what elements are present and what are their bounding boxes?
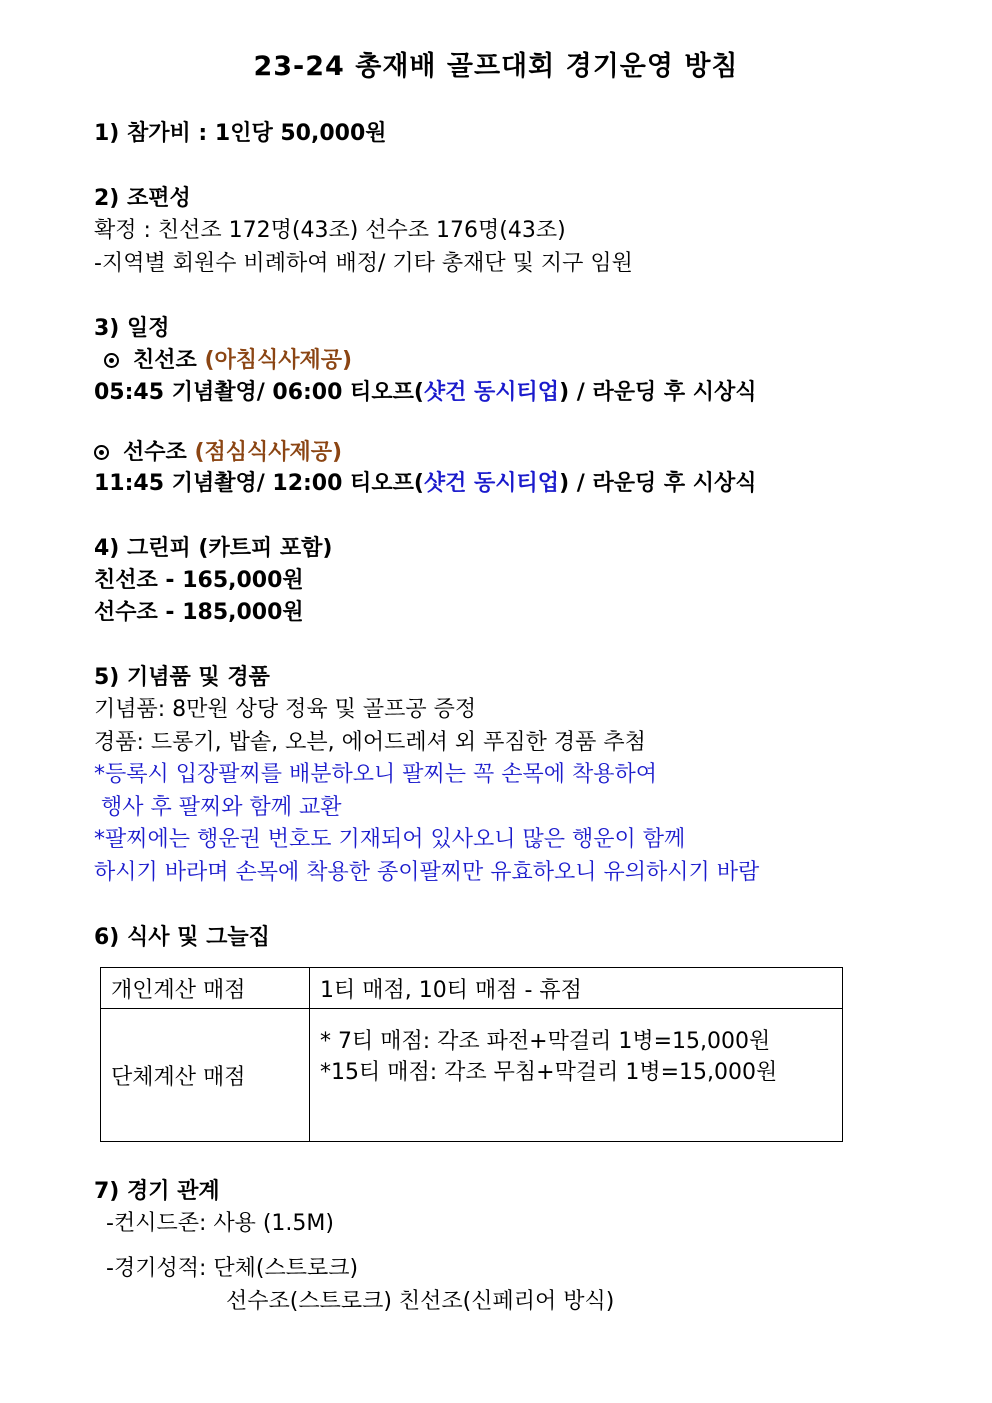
grouping-line-1: 확정 : 친선조 172명(43조) 선수조 176명(43조) — [94, 218, 566, 243]
grouping-heading: 2) 조편성 — [94, 186, 191, 211]
schedule-text: ) / 라운딩 후 시상식 — [559, 380, 757, 405]
green-fee-line-1: 친선조 - 165,000원 — [94, 568, 304, 593]
prizes-note-1a: *등록시 입장팔찌를 배분하오니 팔찌는 꼭 손목에 착용하여 — [94, 762, 658, 787]
table-cell-key: 개인계산 매점 — [101, 968, 310, 1009]
shotgun-text: 샷건 동시티업 — [423, 380, 560, 405]
table-item: * 7티 매점: 각조 파전+막걸리 1병=15,000원 — [320, 1029, 771, 1054]
game-rules-line-1: -컨시드존: 사용 (1.5M) — [106, 1211, 334, 1236]
game-rules-line-3: 선수조(스트로크) 친선조(신페리어 방식) — [226, 1289, 615, 1314]
game-rules-heading: 7) 경기 관계 — [94, 1179, 220, 1204]
entry-fee-heading: 1) 참가비 : 1인당 50,000원 — [94, 121, 387, 146]
table-cell-key: 단체계산 매점 — [101, 1009, 310, 1142]
radio-bullet-icon — [104, 353, 119, 368]
schedule-group-2-detail — [94, 468, 757, 500]
schedule-group-1-header — [104, 345, 352, 377]
table-cell-value: 1티 매점, 10티 매점 - 휴점 — [310, 968, 843, 1009]
schedule-heading: 3) 일정 — [94, 316, 170, 341]
prizes-line-2: 경품: 드롱기, 밥솥, 오븐, 에어드레셔 외 푸짐한 경품 추첨 — [94, 730, 646, 755]
group-name: 친선조 — [133, 348, 197, 373]
meals-heading: 6) 식사 및 그늘집 — [94, 925, 270, 950]
schedule-group-2-header — [94, 437, 342, 469]
game-rules-line-2: -경기성적: 단체(스트로크) — [106, 1256, 359, 1281]
shotgun-text: 샷건 동시티업 — [423, 471, 560, 496]
table-row — [101, 1009, 843, 1142]
green-fee-line-2: 선수조 - 185,000원 — [94, 600, 304, 625]
prizes-note-1b: 행사 후 팔찌와 함께 교환 — [94, 795, 342, 820]
prizes-line-1: 기념품: 8만원 상당 정육 및 골프공 증정 — [94, 697, 477, 722]
table-item: *15티 매점: 각조 무침+막걸리 1병=15,000원 — [320, 1060, 778, 1085]
meal-note: (아침식사제공) — [204, 348, 353, 373]
table-row — [101, 968, 843, 1009]
schedule-text: ) / 라운딩 후 시상식 — [559, 471, 757, 496]
meal-note: (점심식사제공) — [194, 440, 343, 465]
schedule-text: 05:45 기념촬영/ 06:00 티오프( — [94, 380, 424, 405]
schedule-group-1-detail — [94, 377, 757, 409]
table-cell-value — [310, 1009, 843, 1142]
prizes-heading: 5) 기념품 및 경품 — [94, 665, 270, 690]
green-fee-heading: 4) 그린피 (카트피 포함) — [94, 536, 333, 561]
grouping-line-2: -지역별 회원수 비례하여 배정/ 기타 총재단 및 지구 임원 — [94, 251, 633, 276]
radio-bullet-icon — [94, 445, 109, 460]
group-name: 선수조 — [123, 440, 187, 465]
schedule-text: 11:45 기념촬영/ 12:00 티오프( — [94, 471, 424, 496]
prizes-note-2b: 하시기 바라며 손목에 착용한 종이팔찌만 유효하오니 유의하시기 바람 — [94, 860, 760, 885]
prizes-note-2a: *팔찌에는 행운권 번호도 기재되어 있사오니 많은 행운이 함께 — [94, 827, 686, 852]
meals-table — [100, 967, 843, 1142]
document-title: 23-24 총재배 골프대회 경기운영 방침 — [253, 51, 739, 82]
